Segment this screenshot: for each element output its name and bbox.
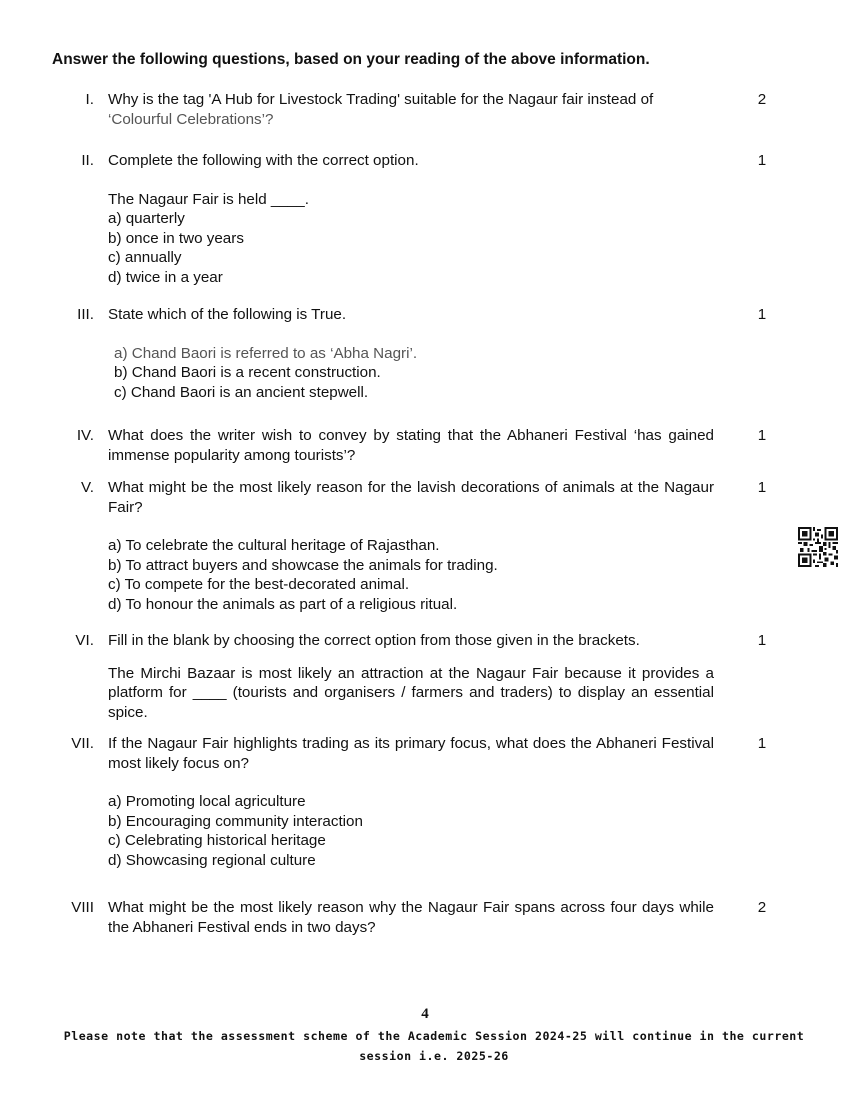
- question-marks: 1: [757, 427, 767, 444]
- question-2: [60, 151, 770, 287]
- question-number: V.: [81, 479, 94, 496]
- question-text: State which of the following is True.: [108, 306, 347, 323]
- option-c: c) To compete for the best-decorated animal.: [108, 576, 410, 593]
- option-b: b) once in two years: [108, 229, 244, 247]
- question-number: I.: [85, 91, 94, 108]
- question-number: VIII: [71, 899, 94, 916]
- question-8: [60, 898, 770, 937]
- option-b: b) Encouraging community interaction: [108, 812, 363, 830]
- question-text-continued: ‘Colourful Celebrations’?: [108, 110, 274, 128]
- question-3: [60, 305, 770, 402]
- question-number: VII.: [71, 735, 94, 752]
- option-a: a) To celebrate the cultural heritage of Rajasthan.: [108, 537, 440, 554]
- question-number: III.: [77, 306, 94, 323]
- option-b: b) To attract buyers and showcase the animals for trading.: [108, 556, 498, 574]
- question-number: II.: [81, 152, 94, 169]
- question-number: VI.: [75, 632, 94, 649]
- question-marks: 1: [757, 152, 767, 169]
- option-d: d) twice in a year: [108, 268, 223, 286]
- option-d: d) To honour the animals as part of a religious ritual.: [108, 595, 458, 613]
- question-text: Complete the following with the correct option.: [108, 152, 419, 169]
- question-marks: 1: [757, 735, 767, 752]
- question-marks: 1: [757, 632, 767, 649]
- option-d: d) Showcasing regional culture: [108, 851, 316, 869]
- question-marks: 1: [757, 479, 767, 496]
- option-b: b) Chand Baori is a recent construction.: [114, 364, 381, 381]
- option-c: c) Celebrating historical heritage: [108, 832, 326, 849]
- option-a: a) quarterly: [108, 210, 185, 227]
- question-text: What does the writer wish to convey by stating that the Abhaneri Festival ‘has gained immense popularity among tourists’?: [108, 427, 714, 464]
- question-text: What might be the most likely reason why the Nagaur Fair spans across four days while the Abhaneri Festival ends in two days?: [108, 899, 714, 936]
- question-stem: The Mirchi Bazaar is most likely an attraction at the Nagaur Fair because it provides a platform for ____ (tourists and organisers / farmers and traders) to display an essential spice.: [108, 664, 714, 721]
- option-c: c) annually: [108, 249, 182, 266]
- option-list: [108, 792, 714, 870]
- footer-note: Please note that the assessment scheme of the Academic Session 2024-25 will continue in the current session i.e. 2025-26: [63, 1029, 805, 1063]
- page-number: 4: [421, 1006, 429, 1022]
- question-stem: The Nagaur Fair is held ____.: [108, 190, 309, 208]
- question-text: Fill in the blank by choosing the correct option from those given in the brackets.: [108, 632, 640, 649]
- question-text: What might be the most likely reason for the lavish decorations of animals at the Nagaur Fair?: [108, 479, 714, 516]
- option-c: c) Chand Baori is an ancient stepwell.: [114, 383, 369, 401]
- question-6: [60, 631, 770, 722]
- question-marks: 2: [757, 91, 767, 108]
- option-list: [108, 344, 714, 403]
- option-a: a) Chand Baori is referred to as ‘Abha Nagri’.: [114, 344, 418, 362]
- question-5: [60, 478, 770, 614]
- qr-code-icon: [798, 527, 838, 567]
- instructions-heading: Answer the following questions, based on your reading of the above information.: [52, 51, 650, 68]
- question-number: IV.: [76, 427, 94, 444]
- option-list: [108, 209, 714, 287]
- option-list: [108, 536, 714, 614]
- question-marks: 1: [757, 306, 767, 323]
- question-4: [60, 426, 770, 465]
- question-marks: 2: [757, 899, 767, 916]
- question-text: If the Nagaur Fair highlights trading as its primary focus, what does the Abhaneri Festival most likely focus on?: [108, 735, 714, 772]
- question-7: [60, 734, 770, 870]
- question-text: Why is the tag 'A Hub for Livestock Trading' suitable for the Nagaur fair instead of: [108, 91, 654, 108]
- option-a: a) Promoting local agriculture: [108, 793, 306, 810]
- question-1: [60, 90, 770, 129]
